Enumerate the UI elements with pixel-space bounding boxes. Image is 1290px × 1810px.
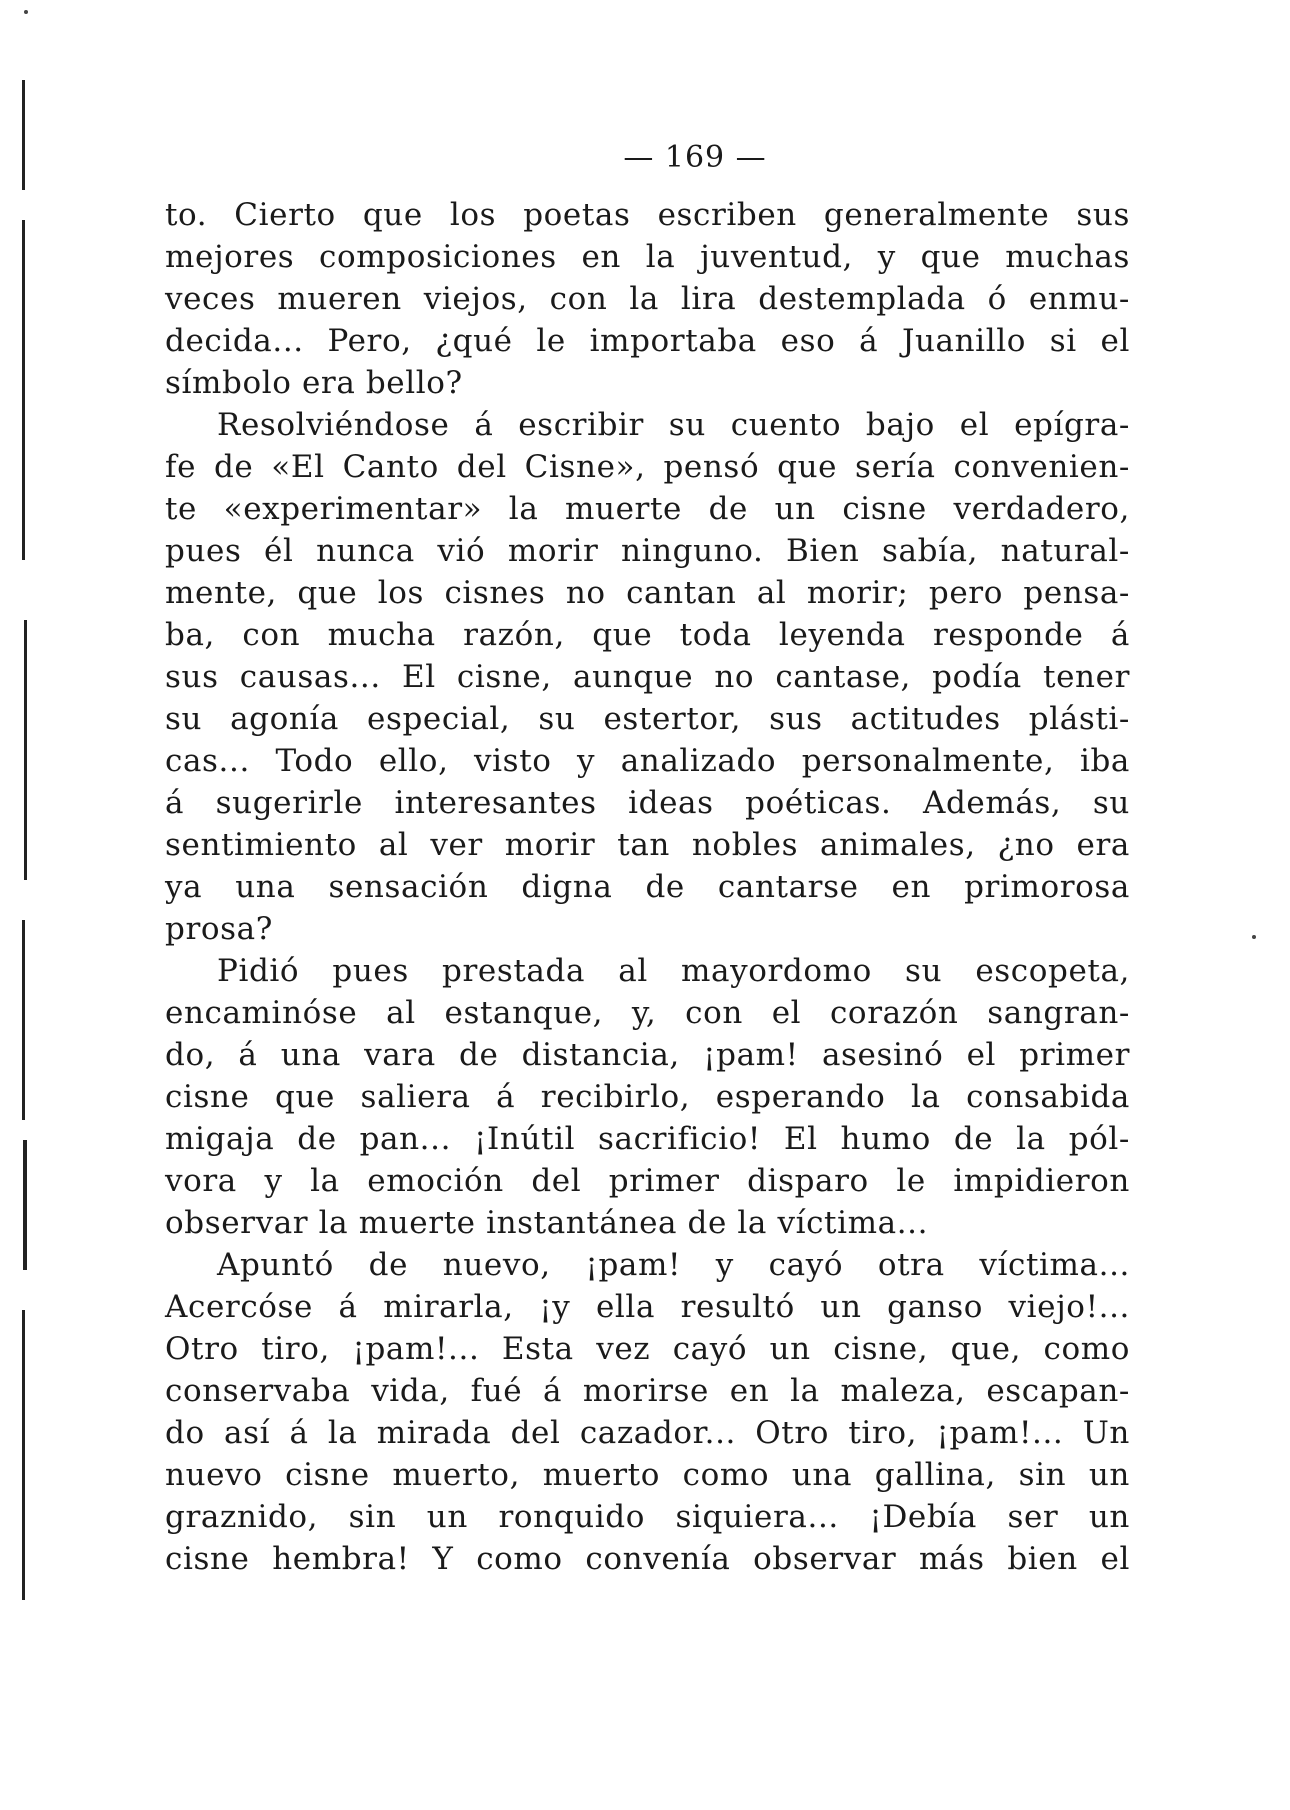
ink-speck bbox=[24, 10, 28, 14]
text-line: mejores composiciones en la juventud, y que muchas bbox=[165, 239, 1130, 275]
text-line: símbolo era bello? bbox=[165, 365, 463, 401]
text-line: encaminóse al estanque, y, con el corazón sangran- bbox=[165, 995, 1130, 1031]
text-line: vora y la emoción del primer disparo le impidieron bbox=[165, 1163, 1130, 1199]
text-line: do así á la mirada del cazador... Otro tiro, ¡pam!... Un bbox=[165, 1415, 1130, 1451]
text-line: sentimiento al ver morir tan nobles animales, ¿no era bbox=[165, 827, 1130, 863]
text-line: migaja de pan... ¡Inútil sacrificio! El humo de la pól- bbox=[165, 1121, 1130, 1157]
text-line: te «experimentar» la muerte de un cisne verdadero, bbox=[165, 491, 1130, 527]
text-line: observar la muerte instantánea de la víctima... bbox=[165, 1205, 929, 1241]
text-line: ba, con mucha razón, que toda leyenda responde á bbox=[165, 617, 1130, 653]
text-line: mente, que los cisnes no cantan al morir; pero pensa- bbox=[165, 575, 1130, 611]
text-line: Acercóse á mirarla, ¡y ella resultó un ganso viejo!... bbox=[165, 1289, 1130, 1325]
text-line: Pidió pues prestada al mayordomo su escopeta, bbox=[217, 953, 1130, 989]
text-line: veces mueren viejos, con la lira destemplada ó enmu- bbox=[165, 281, 1130, 317]
text-line: nuevo cisne muerto, muerto como una gallina, sin un bbox=[165, 1457, 1130, 1493]
text-line: pues él nunca vió morir ninguno. Bien sabía, natural- bbox=[165, 533, 1130, 569]
ink-speck bbox=[1252, 935, 1256, 939]
text-line: fe de «El Canto del Cisne», pensó que sería convenien- bbox=[165, 449, 1130, 485]
page-binding-edge bbox=[18, 60, 32, 1620]
text-line: Resolviéndose á escribir su cuento bajo el epígra- bbox=[217, 407, 1130, 443]
text-line: sus causas... El cisne, aunque no cantase, podía tener bbox=[165, 659, 1130, 695]
text-line: graznido, sin un ronquido siquiera... ¡Debía ser un bbox=[165, 1499, 1130, 1535]
text-line: á sugerirle interesantes ideas poéticas. Además, su bbox=[165, 785, 1130, 821]
text-line: cisne hembra! Y como convenía observar más bien el bbox=[165, 1541, 1130, 1577]
text-line: Otro tiro, ¡pam!... Esta vez cayó un cisne, que, como bbox=[165, 1331, 1130, 1367]
text-line: prosa? bbox=[165, 911, 273, 947]
text-line: Apuntó de nuevo, ¡pam! y cayó otra víctima... bbox=[217, 1247, 1130, 1283]
body-text bbox=[165, 194, 1130, 1580]
text-line: cisne que saliera á recibirlo, esperando la consabida bbox=[165, 1079, 1130, 1115]
text-line: do, á una vara de distancia, ¡pam! asesinó el primer bbox=[165, 1037, 1130, 1073]
text-line: decida... Pero, ¿qué le importaba eso á Juanillo si el bbox=[165, 323, 1130, 359]
text-line: cas... Todo ello, visto y analizado personalmente, iba bbox=[165, 743, 1130, 779]
text-line: su agonía especial, su estertor, sus actitudes plásti- bbox=[165, 701, 1130, 737]
page-number: — 169 — bbox=[623, 140, 767, 175]
text-line: conservaba vida, fué á morirse en la maleza, escapan- bbox=[165, 1373, 1130, 1409]
text-line: ya una sensación digna de cantarse en primorosa bbox=[165, 869, 1130, 905]
text-line: to. Cierto que los poetas escriben generalmente sus bbox=[165, 197, 1130, 233]
